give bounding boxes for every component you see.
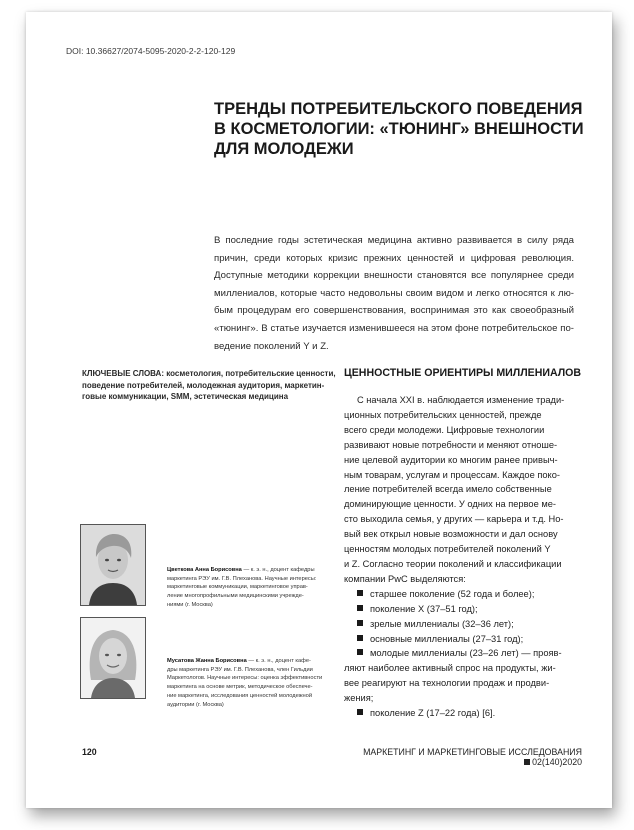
body-line: ным товарам, услугам и процессам. Каждое поко- bbox=[344, 469, 560, 480]
section-heading: ЦЕННОСТНЫЕ ОРИЕНТИРЫ МИЛЛЕНИАЛОВ bbox=[344, 367, 582, 379]
body-line: компании PwC выделяются: bbox=[344, 573, 466, 584]
bio-line: дры маркетинга РЭУ им. Г.В. Плеханова, член Гильдии bbox=[167, 666, 313, 673]
separator-square-icon bbox=[524, 759, 530, 765]
bio-line: ление многопрофильными медицинскими учрежде- bbox=[167, 593, 304, 600]
article-page bbox=[26, 12, 612, 808]
body-line: ционных потребительских ценностей, прежде bbox=[344, 409, 542, 420]
title-line: В КОСМЕТОЛОГИИ: «ТЮНИНГ» ВНЕШНОСТИ bbox=[214, 120, 584, 138]
list-item-text: зрелые миллениалы (32–36 лет); bbox=[370, 618, 514, 629]
bio-line: маркетинговые коммуникации, маркетинговое управ- bbox=[167, 584, 308, 591]
abstract-line: «тюнинг». В статье изучается изменившееся на этом фоне потребительское по- bbox=[214, 322, 574, 334]
title-line: ТРЕНДЫ ПОТРЕБИТЕЛЬСКОГО ПОВЕДЕНИЯ bbox=[214, 100, 583, 118]
list-item-text: поколение Z (17–22 года) [6]. bbox=[370, 708, 496, 719]
body-line: ние целевой аудитории ко многим ранее привыч- bbox=[344, 454, 558, 465]
list-item bbox=[344, 617, 580, 632]
list-item-text: старшее поколение (52 года и более); bbox=[370, 588, 535, 599]
list-item bbox=[344, 632, 580, 647]
bullet-square-icon bbox=[357, 709, 363, 715]
body-line: вый век открыл новые возможности и дал основу bbox=[344, 529, 558, 540]
journal-name: МАРКЕТИНГ И МАРКЕТИНГОВЫЕ ИССЛЕДОВАНИЯ bbox=[363, 747, 582, 757]
list-item bbox=[344, 706, 580, 721]
abstract-line: Доступные методики коррекции внешности становятся все популярнее среди bbox=[214, 270, 574, 282]
title-line: ДЛЯ МОЛОДЕЖИ bbox=[214, 140, 354, 158]
bullet-square-icon bbox=[357, 605, 363, 611]
page-number: 120 bbox=[82, 747, 97, 757]
author-portrait-image bbox=[81, 618, 145, 698]
author-portrait-image bbox=[81, 525, 145, 605]
bio-line: Маркетологов. Научные интересы: оценка эффективности bbox=[167, 675, 323, 682]
bio-line: аудитории (г. Москва) bbox=[167, 701, 224, 708]
bio-text: — к. э. н., доцент кафе- bbox=[248, 658, 311, 664]
bio-line: ние маркетинга, исследования ценностей молодежной bbox=[167, 692, 312, 699]
abstract-line: ведение поколений Y и Z. bbox=[214, 340, 329, 352]
keywords-line: КЛЮЧЕВЫЕ СЛОВА: косметология, потребительские ценности, bbox=[82, 369, 336, 378]
author-name: Цветкова Анна Борисовна bbox=[167, 567, 242, 573]
bio-line: маркетинга на основе метрик, методическое обеспече- bbox=[167, 684, 313, 691]
bullet-square-icon bbox=[357, 590, 363, 596]
bio-line bbox=[167, 566, 330, 575]
abstract-line: В последние годы эстетическая медицина активно развивается в силу ряда bbox=[214, 235, 574, 246]
list-item-text: основные миллениалы (27–31 год); bbox=[370, 633, 524, 644]
bullet-square-icon bbox=[357, 620, 363, 626]
list-item bbox=[344, 602, 580, 617]
body-line: сто выходила семья, у других — карьера и т.д. Но- bbox=[344, 514, 564, 525]
author-bio bbox=[167, 566, 330, 610]
author-bio bbox=[167, 657, 330, 709]
body-line: развивают новые потребности и меняют отноше- bbox=[344, 439, 558, 450]
running-footer bbox=[356, 747, 582, 767]
body-line: жения; bbox=[344, 693, 374, 704]
body-line: доминирующие ценности. У одних на первое ме- bbox=[344, 499, 557, 510]
list-item bbox=[344, 587, 580, 602]
bullet-square-icon bbox=[357, 635, 363, 641]
body-line: ление потребителей всегда имело собственные bbox=[344, 484, 552, 495]
list-item-text: поколение X (37–51 год); bbox=[370, 603, 478, 614]
author-name: Мусатова Жанна Борисовна bbox=[167, 658, 247, 664]
abstract-line: бым процедурам его совершенствования, воспринимая это как своеобразный bbox=[214, 305, 574, 317]
keywords-line: говые коммуникации, SMM, эстетическая медицина bbox=[82, 392, 289, 401]
body-line: и Z. Согласно теории поколений и классификации bbox=[344, 558, 562, 569]
issue-number: 02(140)2020 bbox=[532, 757, 582, 767]
bullet-square-icon bbox=[357, 649, 363, 655]
bio-text: — к. э. н., доцент кафедры bbox=[243, 567, 315, 573]
bio-line: ниями (г. Москва) bbox=[167, 601, 213, 608]
list-item bbox=[344, 646, 580, 661]
keywords-line: поведение потребителей, молодежная аудитория, маркетин- bbox=[82, 380, 325, 390]
body-line: С начала XXI в. наблюдается изменение тради- bbox=[357, 395, 565, 405]
list-item-text: молодые миллениалы (23–26 лет) — прояв- bbox=[370, 648, 562, 659]
abstract-line: причин, среди которых кризис прежних ценностей и цифровая революция. bbox=[214, 252, 574, 264]
body-line: ценностям молодых потребителей поколений Y bbox=[344, 544, 551, 555]
author-photo bbox=[80, 617, 146, 699]
keywords bbox=[82, 368, 336, 403]
article-title bbox=[214, 99, 584, 159]
author-photo bbox=[80, 524, 146, 606]
body-line: ляют наиболее активный спрос на продукты, жи- bbox=[344, 663, 556, 674]
abstract-line: миллениалов, которые часто недовольны своим видом и легко относятся к лю- bbox=[214, 287, 574, 299]
bio-line: маркетинга РЭУ им. Г.В. Плеханова. Научные интересы: bbox=[167, 575, 317, 582]
bio-line bbox=[167, 657, 330, 666]
body-line: вее реагируют на технологии продаж и продви- bbox=[344, 678, 550, 689]
doi-line: DOI: 10.36627/2074-5095-2020-2-2-120-129 bbox=[66, 46, 236, 56]
body-text bbox=[344, 393, 580, 721]
body-line: всего среди молодежи. Цифровые технологии bbox=[344, 424, 545, 435]
abstract bbox=[214, 232, 574, 355]
